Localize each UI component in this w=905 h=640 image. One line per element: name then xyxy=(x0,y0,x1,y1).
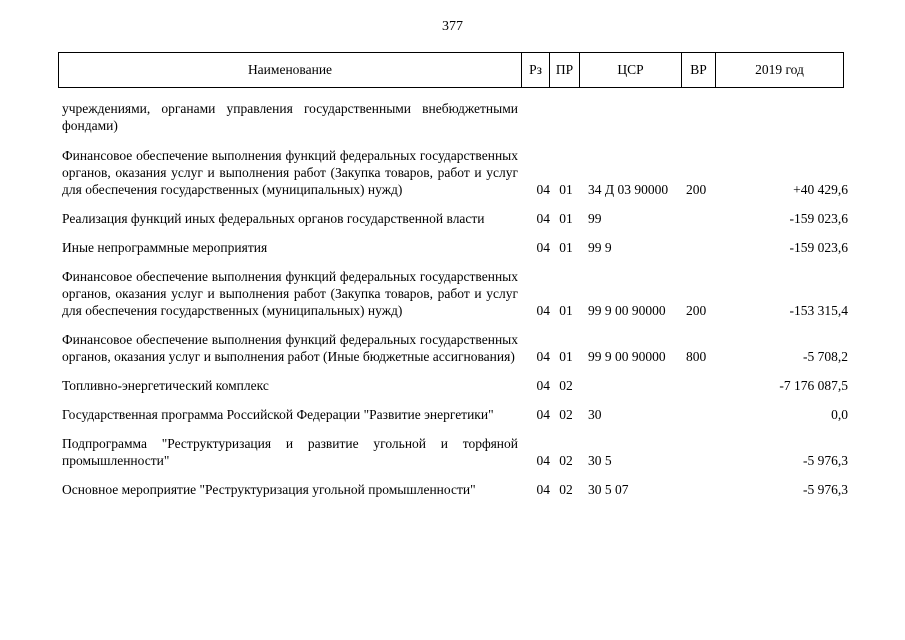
row-pr: 02 xyxy=(559,378,573,393)
row-vr: 200 xyxy=(686,182,707,197)
row-name: Топливно-энергетический комплекс xyxy=(62,378,269,393)
row-rz: 04 xyxy=(536,182,550,197)
row-sum: -159 023,6 xyxy=(789,240,848,255)
row-pr: 01 xyxy=(559,240,573,255)
table-row xyxy=(62,210,848,227)
row-sum: +40 429,6 xyxy=(793,182,848,197)
row-pr: 01 xyxy=(559,211,573,226)
row-name: Основное мероприятие "Реструктуризация угольной промышленности" xyxy=(62,482,476,497)
row-sum: -5 708,2 xyxy=(803,349,848,364)
row-rz: 04 xyxy=(536,453,550,468)
row-sum: -5 976,3 xyxy=(803,482,848,497)
table-row xyxy=(62,481,848,498)
table-row xyxy=(62,100,848,134)
row-sum: -153 315,4 xyxy=(789,303,848,318)
table-row xyxy=(62,435,848,469)
table-header xyxy=(58,52,844,88)
header-rz: Рз xyxy=(521,53,549,87)
header-csr: ЦСР xyxy=(579,53,681,87)
row-csr: 34 Д 03 90000 xyxy=(588,182,669,197)
row-csr: 99 9 xyxy=(588,240,612,255)
row-name: учреждениями, органами управления государственными внебюджетными фондами) xyxy=(62,101,518,133)
row-csr: 99 9 00 90000 xyxy=(588,349,666,364)
table-row xyxy=(62,239,848,256)
page-number: 377 xyxy=(442,19,463,34)
row-csr: 99 9 00 90000 xyxy=(588,303,666,318)
table-row xyxy=(62,268,848,319)
row-csr: 30 xyxy=(588,407,602,422)
row-rz: 04 xyxy=(536,407,550,422)
row-rz: 04 xyxy=(536,482,550,497)
header-sum: 2019 год xyxy=(715,53,843,87)
row-pr: 02 xyxy=(559,453,573,468)
row-rz: 04 xyxy=(536,349,550,364)
row-pr: 01 xyxy=(559,182,573,197)
table-row xyxy=(62,147,848,198)
header-vr: ВР xyxy=(681,53,715,87)
row-rz: 04 xyxy=(536,303,550,318)
row-csr: 30 5 xyxy=(588,453,612,468)
row-rz: 04 xyxy=(536,378,550,393)
row-csr: 99 xyxy=(588,211,602,226)
row-vr: 800 xyxy=(686,349,707,364)
row-name: Финансовое обеспечение выполнения функций федеральных государственных органов, оказания услуг и выполнения работ (Закупка товаров, работ и услуг для обеспечения государственных (муниципальных) нужд) xyxy=(62,269,518,318)
header-pr: ПР xyxy=(549,53,579,87)
row-pr: 02 xyxy=(559,407,573,422)
row-sum: -5 976,3 xyxy=(803,453,848,468)
header-name: Наименование xyxy=(247,62,333,77)
row-name: Реализация функций иных федеральных органов государственной власти xyxy=(62,211,485,226)
row-name: Финансовое обеспечение выполнения функций федеральных государственных органов, оказания услуг и выполнения работ (Иные бюджетные ассигнования) xyxy=(62,332,518,364)
row-sum: 0,0 xyxy=(831,407,848,422)
row-sum: -7 176 087,5 xyxy=(779,378,848,393)
row-name: Подпрограмма "Реструктуризация и развитие угольной и торфяной промышленности" xyxy=(62,436,518,468)
table-row xyxy=(62,377,848,394)
row-name: Иные непрограммные мероприятия xyxy=(62,240,268,255)
row-rz: 04 xyxy=(536,211,550,226)
row-pr: 02 xyxy=(559,482,573,497)
row-csr: 30 5 07 xyxy=(588,482,629,497)
row-name: Государственная программа Российской Федерации "Развитие энергетики" xyxy=(62,407,494,422)
row-rz: 04 xyxy=(536,240,550,255)
row-sum: -159 023,6 xyxy=(789,211,848,226)
row-vr: 200 xyxy=(686,303,707,318)
table-row xyxy=(62,331,848,365)
row-name: Финансовое обеспечение выполнения функций федеральных государственных органов, оказания услуг и выполнения работ (Закупка товаров, работ и услуг для обеспечения государственных (муниципальных) нужд) xyxy=(62,148,518,197)
row-pr: 01 xyxy=(559,303,573,318)
table-body xyxy=(62,100,848,510)
table-row xyxy=(62,406,848,423)
row-pr: 01 xyxy=(559,349,573,364)
